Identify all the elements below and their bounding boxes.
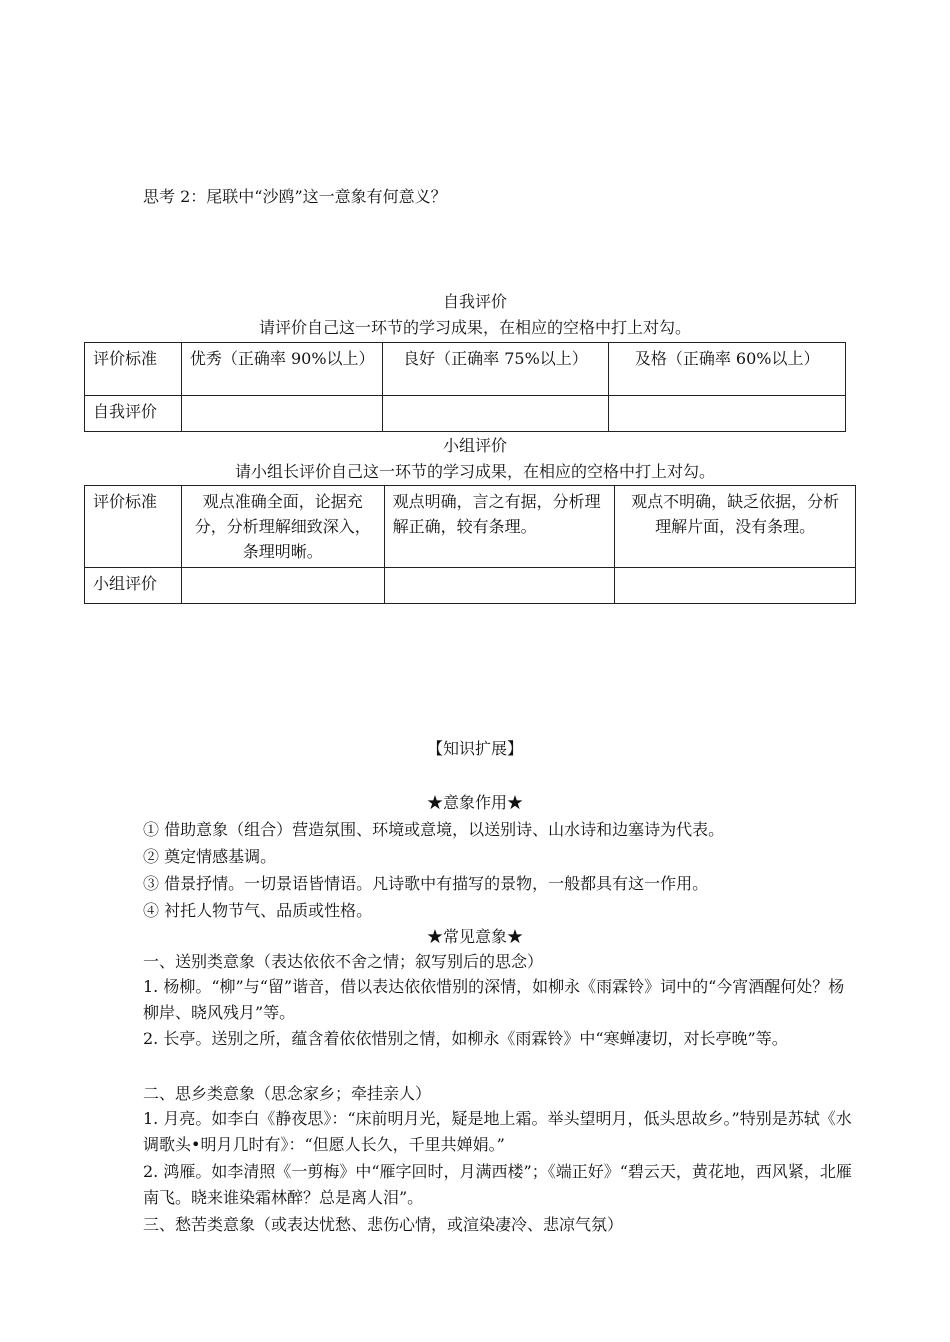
item-goose: 2. 鸿雁。如李清照《一剪梅》中“雁字回时，月满西楼”；《端正好》“碧云天，黄花地，西风紧，北雁南飞。晓来谁染霜林醉？总是离人泪”。	[143, 1162, 852, 1207]
group-level-pass: 观点不明确，缺乏依据，分析理解片面，没有条理。	[615, 486, 856, 568]
item-pavilion: 2. 长亭。送别之所，蕴含着依依惜别之情，如柳永《雨霖铃》中“寒蝉凄切，对长亭晚”等。	[143, 1029, 788, 1048]
self-eval-check-excellent[interactable]	[181, 396, 382, 432]
think-question-2: 思考 2：尾联中“沙鸥”这一意象有何意义？	[143, 187, 447, 206]
role-title: ★意象作用★	[426, 793, 523, 812]
item-moon: 1. 月亮。如李白《静夜思》：“床前明月光，疑是地上霜。举头望明月，低头思故乡。”特别是苏轼《水调歌头•明月几时有》：“但愿人长久，千里共婵娟。”	[143, 1109, 852, 1154]
self-eval-instruction: 请评价自己这一环节的学习成果，在相应的空格中打上对勾。	[258, 318, 691, 337]
knowledge-heading: 【知识扩展】	[426, 739, 523, 758]
group-level-good: 观点明确，言之有据，分析理解正确，较有条理。	[384, 486, 615, 568]
level-good: 良好（正确率 75%以上）	[382, 343, 609, 396]
group-eval-table	[84, 485, 856, 604]
group-eval-instruction: 请小组长评价自己这一环节的学习成果，在相应的空格中打上对勾。	[234, 462, 715, 481]
self-eval-table	[84, 342, 846, 432]
group-eval-check-pass[interactable]	[615, 568, 856, 604]
level-excellent: 优秀（正确率 90%以上）	[181, 343, 382, 396]
group-level-excellent: 观点准确全面，论据充分，分析理解细致深入，条理明晰。	[181, 486, 384, 568]
group-eval-check-excellent[interactable]	[181, 568, 384, 604]
group-eval-row-label: 小组评价	[85, 568, 182, 604]
section-farewell: 一、送别类意象（表达依依不舍之情；叙写别后的思念）	[143, 952, 544, 971]
role-item-2: ② 奠定情感基调。	[143, 847, 277, 866]
criteria-label: 评价标准	[85, 486, 182, 568]
group-eval-check-good[interactable]	[384, 568, 615, 604]
self-eval-check-pass[interactable]	[609, 396, 846, 432]
common-title: ★常见意象★	[426, 927, 523, 946]
criteria-label: 评价标准	[85, 343, 182, 396]
section-sorrow: 三、愁苦类意象（或表达忧愁、悲伤心情，或渲染凄冷、悲凉气氛）	[143, 1215, 624, 1234]
level-pass: 及格（正确率 60%以上）	[609, 343, 846, 396]
role-item-1: ① 借助意象（组合）营造氛围、环境或意境，以送别诗、山水诗和边塞诗为代表。	[143, 820, 725, 839]
self-eval-check-good[interactable]	[382, 396, 609, 432]
section-homesick: 二、思乡类意象（思念家乡；牵挂亲人）	[143, 1084, 432, 1103]
group-eval-title: 小组评价	[442, 436, 507, 455]
self-eval-row-label: 自我评价	[85, 396, 182, 432]
self-eval-title: 自我评价	[442, 292, 507, 311]
role-item-3: ③ 借景抒情。一切景语皆情语。凡诗歌中有描写的景物，一般都具有这一作用。	[143, 874, 709, 893]
role-item-4: ④ 衬托人物节气、品质或性格。	[143, 901, 373, 920]
item-willow: 1. 杨柳。“柳”与“留”谐音，借以表达依依惜别的深情，如柳永《雨霖铃》词中的“今宵酒醒何处？杨柳岸、晓风残月”等。	[143, 977, 845, 1022]
